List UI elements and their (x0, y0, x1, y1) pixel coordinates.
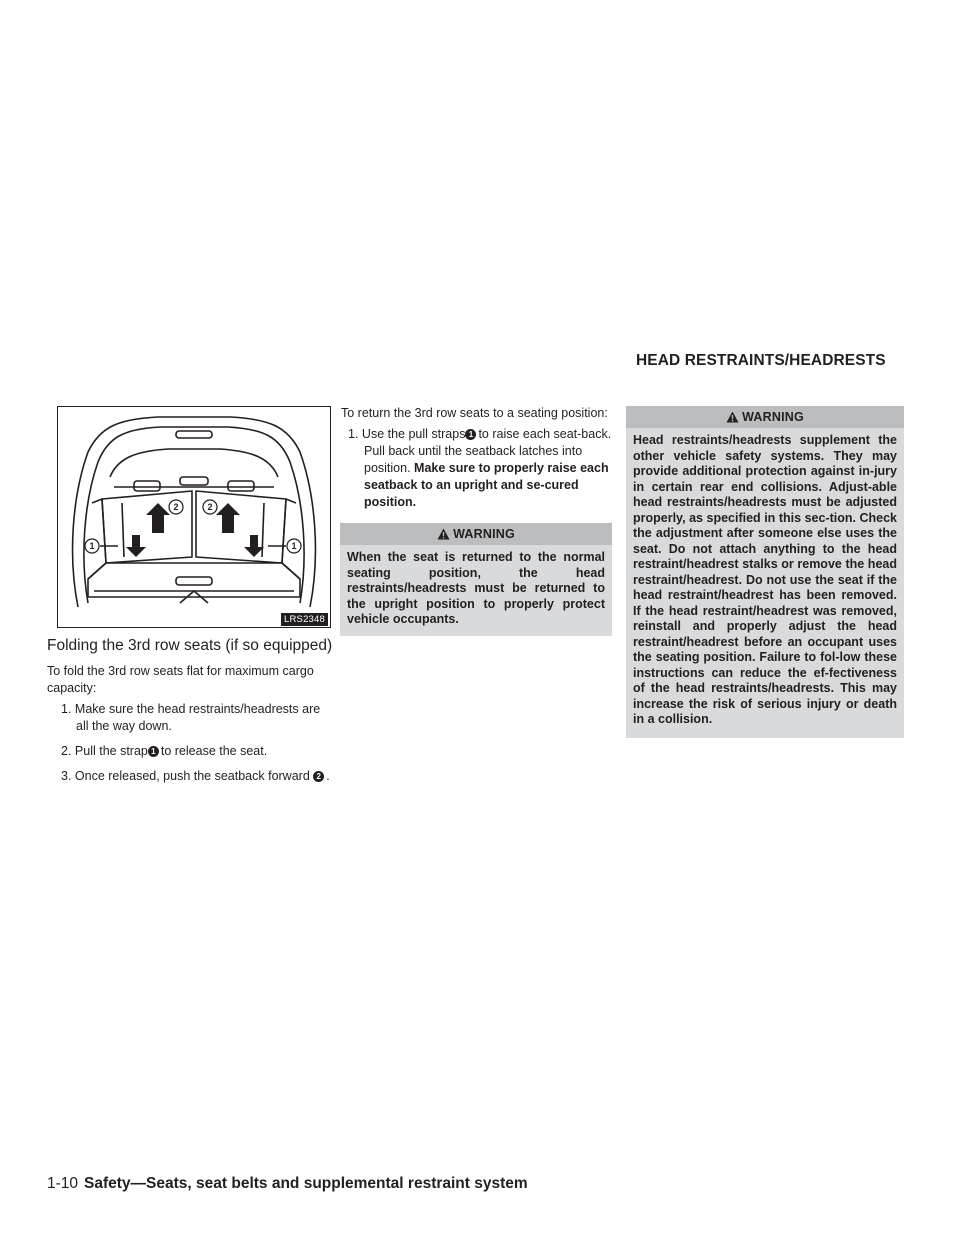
figure-callout: 1 (291, 541, 297, 551)
figure-callout: 1 (89, 541, 95, 551)
page-number: 1-10 (47, 1175, 79, 1192)
warning-box-head-restraints (626, 406, 904, 738)
chapter-title: Safety—Seats, seat belts and supplemental restraint system (84, 1175, 528, 1192)
warning-box-seat-return (340, 523, 612, 636)
callout-icon: 1 (465, 429, 476, 440)
folding-steps (47, 701, 333, 785)
head-restraints-section (626, 406, 904, 738)
warning-text: Head restraints/headrests supplement the other vehicle safety systems. They may provide additional protection against in-jury in certain rear end collisions. Adjust-able head restraints/headrests must be adjusted properly, as specified in this sec-tion. Check the adjustment after someone else uses the seat. Do not attach anything to the head restraint/headrest stalks or remove the head restraint/headrest. Do not use the seat if the head restraint/headrest has been removed. If the head restraint/headrest was removed, reinstall and properly adjust the head restraint/headrest before an occupant uses the seating position. Failure to fol-low these instructions can reduce the ef-fectiveness of the head restraints/headrests. This may increase the risk of serious injury or death in a collision. (633, 433, 897, 726)
section-title: HEAD RESTRAINTS/HEADRESTS (636, 352, 886, 369)
folding-step-3: 3. Once released, push the seatback forward 2 . (61, 769, 330, 783)
warning-text: When the seat is returned to the normal seating position, the head restraints/headrests must be returned to the upright position to properly protect vehicle occupants. (347, 550, 605, 626)
warning-header: WARNING (626, 406, 904, 428)
warning-header: WARNING (340, 523, 612, 545)
return-section (328, 405, 612, 636)
folding-intro: To fold the 3rd row seats flat for maximum cargo capacity: (47, 664, 314, 695)
return-step-1: 1. Use the pull straps 1 to raise each seat-back. Pull back until the seatback latches into position. Make sure to properly raise each seatback to an upright and se-cured position. (348, 427, 612, 509)
seat-folding-illustration (57, 406, 331, 628)
warning-triangle-icon (726, 411, 739, 423)
page-footer (47, 1175, 528, 1193)
folding-step-2: 2. Pull the strap 1 to release the seat. (61, 744, 268, 758)
figure-callout: 2 (207, 502, 213, 512)
callout-icon: 2 (313, 771, 324, 782)
cargo-area-drawing (58, 407, 330, 627)
folding-step-1: 1. Make sure the head restraints/headrests are all the way down. (61, 702, 321, 733)
return-intro: To return the 3rd row seats to a seating position: (341, 406, 608, 420)
warning-triangle-icon (437, 528, 450, 540)
figure-code: LRS2348 (281, 613, 328, 626)
return-steps (328, 426, 612, 511)
folding-section (47, 636, 333, 793)
callout-icon: 1 (148, 746, 159, 757)
folding-heading: Folding the 3rd row seats (if so equipped) (47, 637, 333, 654)
figure-callout: 2 (173, 502, 179, 512)
